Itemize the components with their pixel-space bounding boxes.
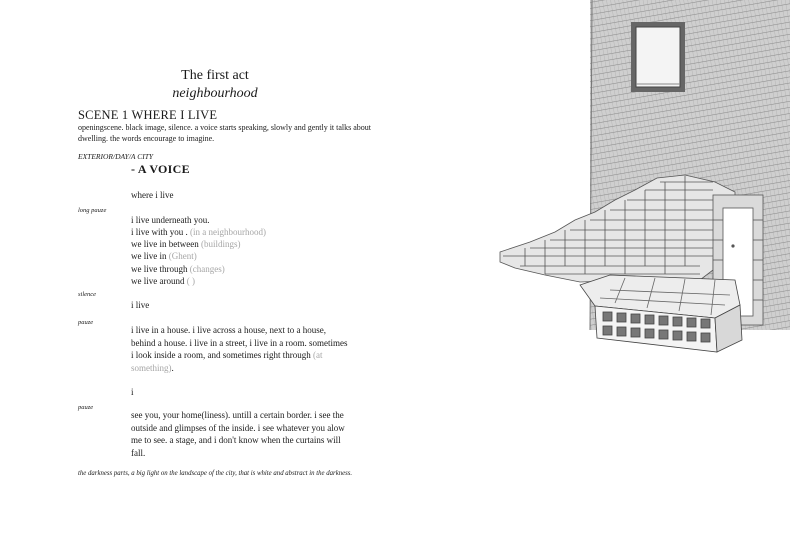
paragraph-text: i live in a house. i live across a house, next to a house, behind a house. i live in a street, i live in a room. sometimes i look inside a room, and sometimes right through [131,325,348,360]
pencil-drawing [395,0,790,558]
stage-cue: pauze [78,319,94,326]
line-aside: (in a neighbourhood) [190,227,266,237]
scene-description: openingscene. black image, silence. a voice starts speaking, slowly and gently it talks about dwelling. the words encourage to imagine. [78,123,372,143]
act-subtitle: neighbourhood [172,86,258,101]
line-text: we live through [131,264,190,274]
script-line [131,275,195,288]
line-text: we live in [131,251,169,261]
script-line: i live [131,300,150,310]
stage-cue: long pauze [78,207,107,214]
script-line [131,263,225,276]
line-aside: ( ) [186,276,195,286]
script-line: where i live [131,190,174,200]
script-line [131,238,240,251]
paragraph-aside: (at something) [131,350,323,373]
script-line [131,226,266,239]
line-text: we live in between [131,239,201,249]
stage-cue: silence [78,291,97,298]
line-aside: (buildings) [200,239,241,249]
act-title: The first act [181,68,249,83]
script-line [131,250,197,263]
line-aside: (Ghent) [168,251,197,261]
paragraph-end: . [171,362,174,373]
script-paragraph [131,324,351,374]
right-page [395,0,790,558]
line-text: we live around [131,276,187,286]
script-paragraph: see you, your home(liness). untill a certain border. i see the outside and glimpses of the inside. i see whatever you alow me to see. a stage, and i don't know when the curtains will fall. [131,410,345,458]
block-platform [580,275,742,352]
stage-cue: pauze [78,404,94,411]
window [631,22,685,92]
scene-setting: EXTERIOR/DAY/A CITY [78,152,154,161]
speaker-name: - A VOICE [131,162,190,176]
line-text: i live with you . [131,227,190,237]
script-line: i live underneath you. [131,215,210,225]
script-line: i [131,387,134,397]
line-aside: (changes) [189,264,225,274]
closing-direction: the darkness parts, a big light on the landscape of the city, that is white and abstract in the darkness. [78,470,353,477]
scene-heading: SCENE 1 WHERE I LIVE [78,108,218,122]
